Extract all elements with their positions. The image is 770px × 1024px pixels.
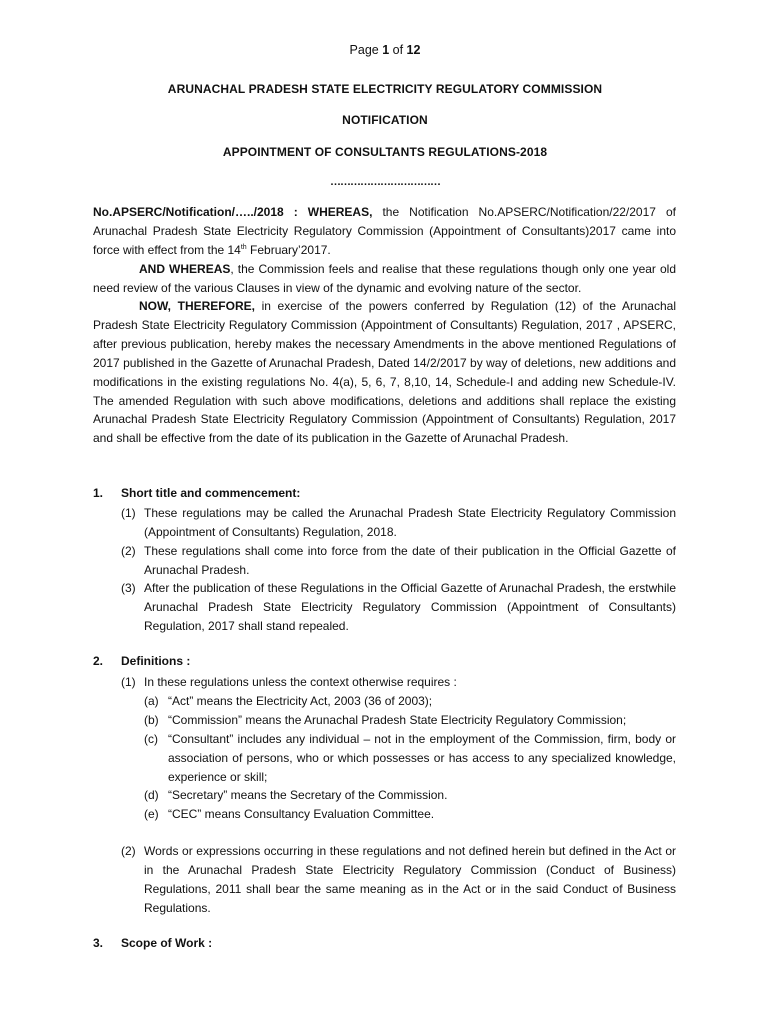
section-1-item-2: (2) These regulations shall come into force from the date of their publication in the Official Gazette of Arunachal Pradesh. bbox=[121, 544, 676, 577]
section-2-item-1: (1) In these regulations unless the context otherwise requires : bbox=[121, 675, 457, 689]
notification-heading: NOTIFICATION bbox=[342, 113, 428, 127]
section-1-heading: 1. Short title and commencement: bbox=[93, 486, 301, 500]
section-2-item-2: (2) Words or expressions occurring in these regulations and not defined herein but defined in the Act or in the Arunachal Pradesh State Electricity Regulatory Commission (Conduct of Business) Regulations, 2011 shall bear the same meaning as in the Act or in the said Conduct of Business Regulations. bbox=[121, 844, 676, 915]
section-2-heading: 2. Definitions : bbox=[93, 654, 191, 668]
section-1-item-1: (1) These regulations may be called the Arunachal Pradesh State Electricity Regulatory Commission (Appointment of Consultants) Regulation, 2018. bbox=[121, 506, 676, 539]
preamble-whereas: No.APSERC/Notification/…../2018 : WHEREAS, the Notification No.APSERC/Notification/22/2017 of Arunachal Pradesh State Electricity Regulatory Commission (Appointment of Consultants)2017 came into force with effect from the 14th February’2017. bbox=[93, 205, 676, 257]
definition-a: (a) “Act” means the Electricity Act, 2003 (36 of 2003); bbox=[144, 694, 433, 708]
definition-d: (d) “Secretary” means the Secretary of the Commission. bbox=[144, 788, 448, 802]
commission-title: ARUNACHAL PRADESH STATE ELECTRICITY REGULATORY COMMISSION bbox=[167, 82, 603, 96]
separator-dots: …………………………… bbox=[330, 176, 440, 188]
regulation-title: APPOINTMENT OF CONSULTANTS REGULATIONS-2018 bbox=[222, 145, 548, 159]
page-number: Page 1 of 12 bbox=[349, 43, 421, 57]
preamble-and-whereas: AND WHEREAS, the Commission feels and realise that these regulations though only one year old need review of the various Clauses in view of the dynamic and evolving nature of the sector. bbox=[93, 262, 676, 295]
section-1-item-3: (3) After the publication of these Regulations in the Official Gazette of Arunachal Pradesh, the erstwhile Arunachal Pradesh State Electricity Regulatory Commission (Appointment of Consultants) Regulation, 2017 shall stand repealed. bbox=[121, 581, 676, 633]
definition-e: (e) “CEC” means Consultancy Evaluation Committee. bbox=[144, 807, 435, 821]
preamble-now-therefore: NOW, THEREFORE, in exercise of the powers conferred by Regulation (12) of the Arunachal Pradesh State Electricity Regulatory Commission (Appointment of Consultants) Regulation, 2017 , APSERC, after previous publication, hereby makes the necessary Amendments in the above mentioned Regulations of 2017 published in the Gazette of Arunachal Pradesh, Dated 14/2/2017 by way of deletions, new additions and modifications in the existing regulations No. 4(a), 5, 6, 7, 8,10, 14, Schedule-I and adding new Schedule-IV. The amended Regulation with such above modifications, deletions and additions shall replace the existing Arunachal Pradesh State Electricity Regulatory Commission (Appointment of Consultants) Regulation, 2017 and shall be effective from the date of its publication in the Gazette of Arunachal Pradesh. bbox=[93, 299, 676, 446]
section-3-heading: 3. Scope of Work : bbox=[93, 936, 213, 950]
definition-b: (b) “Commission” means the Arunachal Pradesh State Electricity Regulatory Commission; bbox=[144, 713, 627, 727]
definition-c: (c) “Consultant” includes any individual – not in the employment of the Commission, firm, body or association of persons, who or which possesses or has access to any specialized knowledge, experience or skill; bbox=[144, 732, 676, 784]
